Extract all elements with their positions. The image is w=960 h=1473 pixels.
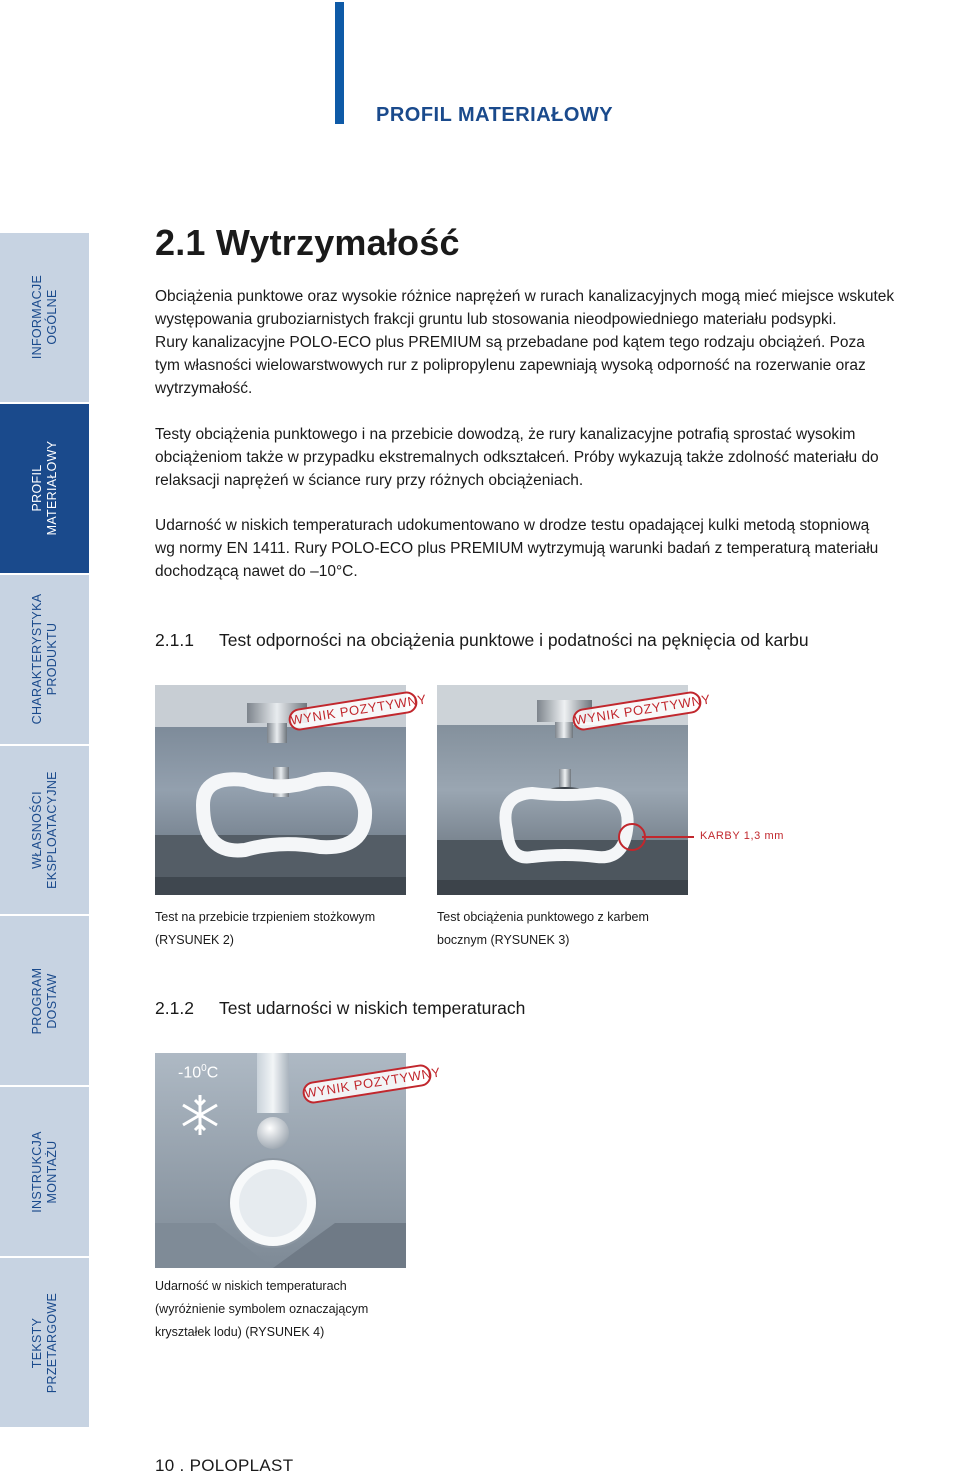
tab-instrukcja-montazu[interactable]	[0, 1087, 89, 1258]
caption-line: Udarność w niskich temperaturach	[155, 1279, 347, 1293]
temperature-unit: C	[206, 1064, 219, 1082]
subsection-number: 2.1.1	[155, 630, 194, 650]
sidebar-tabs	[0, 233, 89, 1429]
text-line: dochodzącą nawet do –10°C.	[155, 563, 358, 580]
caption-line: bocznym (RYSUNEK 3)	[437, 933, 570, 947]
tab-label: INSTRUKCJA MONTAŻU	[29, 1130, 59, 1213]
caption-line: (RYSUNEK 2)	[155, 933, 234, 947]
figure-2-caption	[155, 906, 375, 952]
paragraph-2	[155, 423, 960, 492]
text-line: relaksacji naprężeń w ściance rury przy różnych obciążeniach.	[155, 472, 584, 489]
tab-informacje-ogolne[interactable]	[0, 233, 89, 404]
subsection-title: Test odporności na obciążenia punktowe i podatności na pęknięcia od karbu	[219, 630, 809, 650]
text-line: Obciążenia punktowe oraz wysokie różnice naprężeń w rurach kanalizacyjnych mogą mieć miejsce wskutek	[155, 288, 895, 305]
stamp-positive-result: WYNIK POZYTYWNY	[301, 1063, 433, 1105]
stamp-positive-result: WYNIK POZYTYWNY	[287, 690, 419, 732]
subsection-heading-2-1-1	[155, 630, 809, 651]
tab-label: WŁASNOŚCI EKSPLOATACYJNE	[29, 771, 59, 889]
figure-4-caption	[155, 1275, 368, 1344]
text-line: występowania gruboziarnistych frakcji gruntu lub stosowania nieodpowiedniego materiału podsypki.	[155, 311, 837, 328]
caption-line: (wyróżnienie symbolem oznaczającym	[155, 1302, 369, 1316]
caption-line: Test obciążenia punktowego z karbem	[437, 910, 649, 924]
text-line: wg normy EN 1411. Rury POLO-ECO plus PREMIUM wytrzymują warunki badań z temperaturą materiału	[155, 540, 879, 557]
text-line: Udarność w niskich temperaturach udokumentowano w drodze testu opadającej kulki metodą stopniową	[155, 517, 870, 534]
tab-label: PROFIL MATERIAŁOWY	[29, 440, 59, 536]
temperature-degree: 0	[201, 1063, 207, 1074]
tab-charakterystyka-produktu[interactable]	[0, 575, 89, 746]
temperature-value: -10	[178, 1064, 202, 1082]
subsection-number: 2.1.2	[155, 998, 194, 1018]
caption-line: kryształek lodu) (RYSUNEK 4)	[155, 1325, 325, 1339]
page-header-title: PROFIL MATERIAŁOWY	[376, 104, 614, 126]
caption-line: Test na przebicie trzpieniem stożkowym	[155, 910, 376, 924]
tab-teksty-przetargowe[interactable]	[0, 1258, 89, 1429]
tab-wlasnosci-eksploatacyjne[interactable]	[0, 746, 89, 917]
tab-program-dostaw[interactable]	[0, 916, 89, 1087]
tab-label: CHARAKTERYSTYKA PRODUKTU	[29, 593, 59, 725]
header-accent-bar	[335, 2, 344, 124]
subsection-heading-2-1-2	[155, 998, 525, 1019]
text-line: obciążeniom także w przypadku ekstremalnych odkształceń. Próby wykazują także zdolność materiału do	[155, 449, 879, 466]
temperature-label	[178, 1063, 218, 1082]
text-line: wytrzymałość.	[155, 380, 253, 397]
subsection-title: Test udarności w niskich temperaturach	[219, 998, 526, 1018]
tab-profil-materialowy[interactable]	[0, 404, 89, 575]
text-line: Rury kanalizacyjne POLO-ECO plus PREMIUM są przebadane pod kątem tego rodzaju obciążeń. Poza	[155, 334, 865, 351]
paragraph-1	[155, 285, 960, 400]
notch-pointer-line	[642, 836, 694, 838]
tab-label: PROGRAM DOSTAW	[29, 967, 59, 1035]
page-footer: 10 . POLOPLAST	[155, 1456, 294, 1473]
figure-3-caption	[437, 906, 649, 952]
tab-label: TEKSTY PRZETARGOWE	[29, 1292, 59, 1393]
section-title: 2.1 Wytrzymałość	[155, 222, 460, 263]
notch-label: KARBY 1,3 mm	[700, 830, 785, 842]
text-line: tym własności wielowarstwowych rur z polipropylenu zapewniają wysoką odporność na rozerwanie oraz	[155, 357, 866, 374]
text-line: Testy obciążenia punktowego i na przebicie dowodzą, że rury kanalizacyjne potrafią sprostać wysokim	[155, 426, 856, 443]
stamp-positive-result: WYNIK POZYTYWNY	[571, 690, 703, 732]
tab-label: INFORMACJE OGÓLNE	[29, 275, 59, 360]
paragraph-3	[155, 514, 960, 583]
